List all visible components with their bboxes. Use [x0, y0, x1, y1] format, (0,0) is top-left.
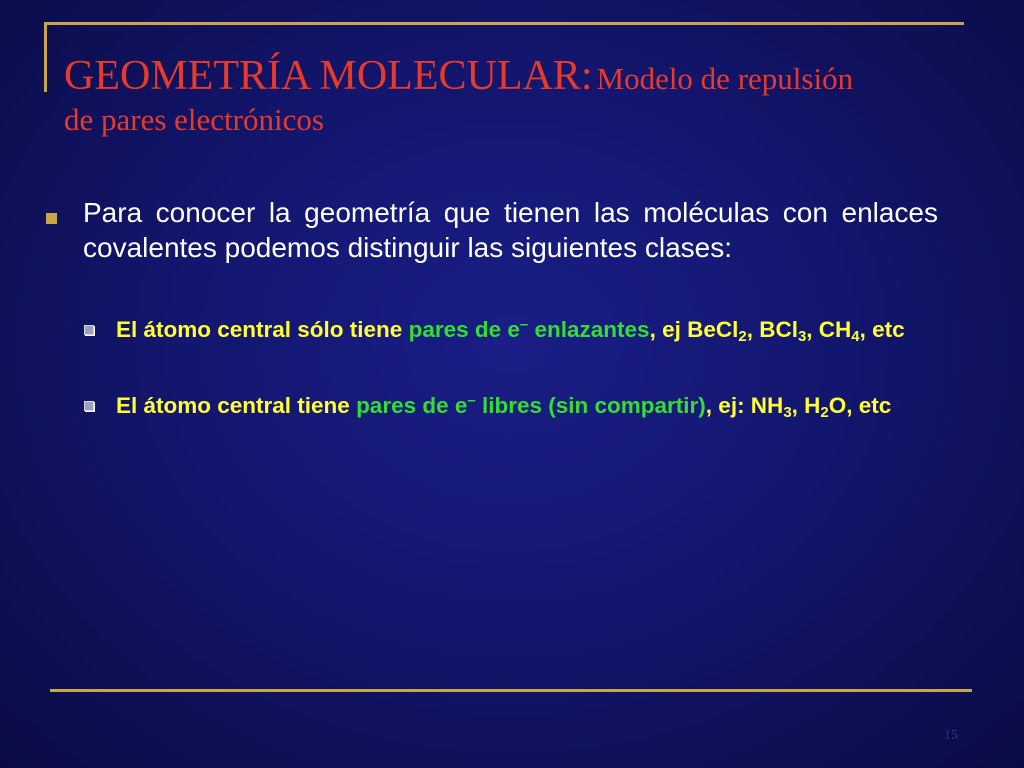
list-item — [84, 315, 944, 345]
list-item-text: El átomo central sólo tiene pares de e– enlazantes, ej BeCl$_2$, BCl$_3$, $CH_4$, etc — [116, 316, 905, 346]
bottom-rule — [50, 689, 972, 692]
intro-paragraph: Para conocer la geometría que tienen las moléculas con enlaces covalentes podemos distinguir las siguientes clases: — [83, 197, 938, 263]
top-rule — [44, 22, 964, 25]
checkbox-bullet-icon — [84, 401, 94, 411]
slide-body — [44, 196, 944, 467]
title-subtitle-inline: Modelo de repulsión — [596, 61, 854, 96]
highlight-text: pares de e– libres (sin compartir) — [356, 392, 706, 419]
intro-bullet — [44, 196, 944, 265]
list-item — [84, 391, 944, 421]
page-number: 15 — [944, 728, 958, 743]
checkbox-bullet-icon — [84, 325, 94, 335]
highlight-text: pares de e– enlazantes — [408, 316, 650, 343]
square-bullet-icon — [46, 213, 57, 224]
slide-title — [64, 52, 994, 138]
sub-bullet-list — [84, 315, 944, 421]
list-item-text: El átomo central tiene pares de e– libres (sin compartir), ej: $NH_3$, $H_2O$, etc — [116, 392, 892, 422]
title-subtitle-line2: de pares electrónicos — [64, 101, 324, 137]
title-main: GEOMETRÍA MOLECULAR: — [64, 53, 593, 99]
left-rule — [44, 22, 47, 92]
